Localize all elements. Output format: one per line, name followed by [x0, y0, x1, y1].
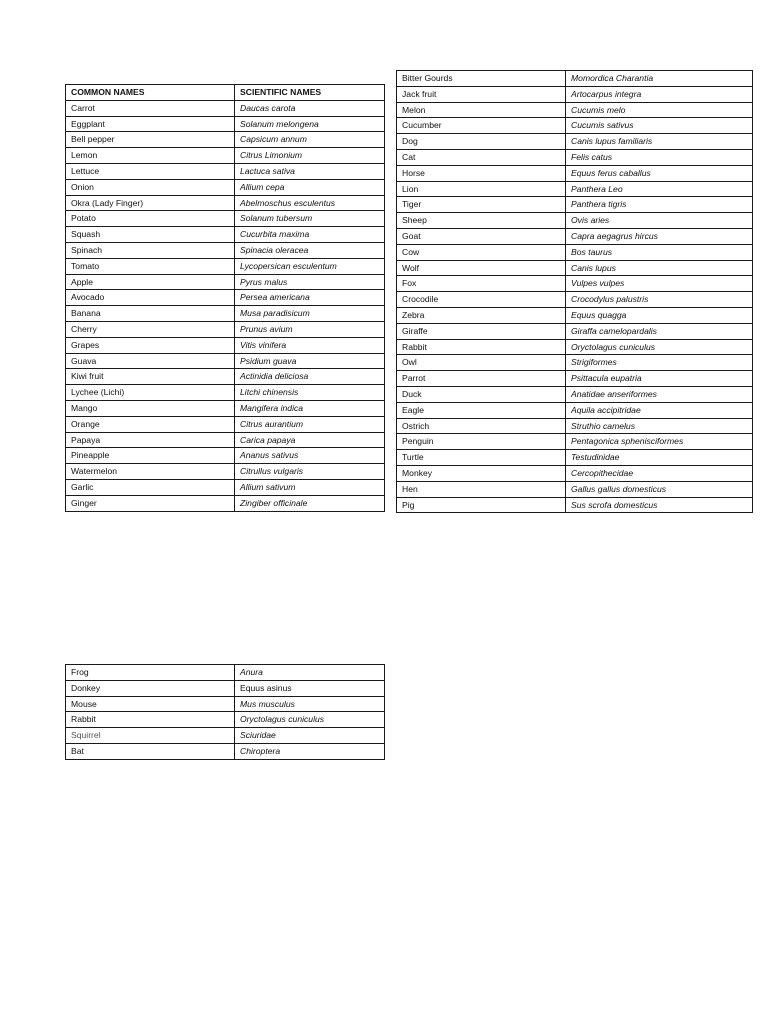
common-name-cell: Melon	[397, 102, 566, 118]
common-name-cell: Goat	[397, 228, 566, 244]
scientific-name-cell: Actinidia deliciosa	[235, 369, 385, 385]
common-name-cell: Tiger	[397, 197, 566, 213]
table-row	[66, 712, 385, 728]
common-name-cell: Eggplant	[66, 116, 235, 132]
table-row	[397, 481, 753, 497]
common-name-cell: Sheep	[397, 213, 566, 229]
table-row	[397, 355, 753, 371]
common-name-cell: Apple	[66, 274, 235, 290]
common-name-cell: Turtle	[397, 450, 566, 466]
table-row	[66, 100, 385, 116]
common-name-cell: Lychee (Lichi)	[66, 385, 235, 401]
scientific-name-cell: Lactuca sativa	[235, 163, 385, 179]
table-row	[66, 464, 385, 480]
common-name-cell: Donkey	[66, 680, 235, 696]
common-name-cell: Ginger	[66, 495, 235, 511]
table-row	[397, 450, 753, 466]
table-row	[397, 418, 753, 434]
scientific-name-cell: Capra aegagrus hircus	[566, 228, 753, 244]
animals-table-bottom	[65, 664, 385, 760]
scientific-name-cell: Lycopersican esculentum	[235, 258, 385, 274]
scientific-name-cell: Sus scrofa domesticus	[566, 497, 753, 513]
scientific-name-cell: Crocodylus palustris	[566, 292, 753, 308]
table-row	[66, 680, 385, 696]
table-row	[397, 386, 753, 402]
scientific-name-cell: Allium cepa	[235, 179, 385, 195]
table-row	[397, 71, 753, 87]
scientific-name-cell: Oryctolagus cuniculus	[235, 712, 385, 728]
common-name-cell: Guava	[66, 353, 235, 369]
scientific-name-cell: Pyrus malus	[235, 274, 385, 290]
common-name-cell: Rabbit	[397, 339, 566, 355]
common-name-cell: Wolf	[397, 260, 566, 276]
common-name-cell: Orange	[66, 416, 235, 432]
scientific-name-cell: Solanum tubersum	[235, 211, 385, 227]
common-name-cell: Cow	[397, 244, 566, 260]
table-row	[397, 244, 753, 260]
common-name-cell: Squash	[66, 227, 235, 243]
common-name-cell: Avocado	[66, 290, 235, 306]
common-name-cell: Garlic	[66, 479, 235, 495]
scientific-name-cell: Psidium guava	[235, 353, 385, 369]
scientific-name-cell: Bos taurus	[566, 244, 753, 260]
common-name-cell: Mouse	[66, 696, 235, 712]
table-row	[397, 86, 753, 102]
header-common-names: COMMON NAMES	[66, 85, 235, 101]
table-row	[397, 260, 753, 276]
scientific-name-cell: Capsicum annum	[235, 132, 385, 148]
table-row	[397, 276, 753, 292]
common-name-cell: Lemon	[66, 148, 235, 164]
common-name-cell: Fox	[397, 276, 566, 292]
table-row	[66, 385, 385, 401]
table-row	[66, 242, 385, 258]
scientific-name-cell: Canis lupus familiaris	[566, 134, 753, 150]
table-header-row	[66, 85, 385, 101]
table-row	[66, 211, 385, 227]
scientific-name-cell: Panthera Leo	[566, 181, 753, 197]
common-name-cell: Mango	[66, 400, 235, 416]
scientific-name-cell: Citrullus vulgaris	[235, 464, 385, 480]
common-name-cell: Bitter Gourds	[397, 71, 566, 87]
scientific-name-cell: Giraffa camelopardalis	[566, 323, 753, 339]
scientific-name-cell: Testudinidae	[566, 450, 753, 466]
common-name-cell: Squirrel	[66, 728, 235, 744]
table-row	[66, 148, 385, 164]
common-name-cell: Potato	[66, 211, 235, 227]
scientific-name-cell: Struthio camelus	[566, 418, 753, 434]
common-name-cell: Bat	[66, 743, 235, 759]
table-row	[66, 179, 385, 195]
table-row	[66, 337, 385, 353]
scientific-name-cell: Anura	[235, 665, 385, 681]
common-name-cell: Bell pepper	[66, 132, 235, 148]
table-row	[66, 495, 385, 511]
scientific-name-cell: Momordica Charantia	[566, 71, 753, 87]
common-name-cell: Pineapple	[66, 448, 235, 464]
common-name-cell: Monkey	[397, 465, 566, 481]
table-row	[66, 274, 385, 290]
scientific-name-cell: Pentagonica sphenisciformes	[566, 434, 753, 450]
scientific-name-cell: Equus quagga	[566, 307, 753, 323]
scientific-name-cell: Musa paradisicum	[235, 306, 385, 322]
common-name-cell: Banana	[66, 306, 235, 322]
common-name-cell: Owl	[397, 355, 566, 371]
scientific-name-cell: Vulpes vulpes	[566, 276, 753, 292]
scientific-name-cell: Equus ferus caballus	[566, 165, 753, 181]
scientific-name-cell: Equus asinus	[235, 680, 385, 696]
common-name-cell: Tomato	[66, 258, 235, 274]
common-name-cell: Watermelon	[66, 464, 235, 480]
scientific-name-cell: Citrus Limonium	[235, 148, 385, 164]
table-row	[66, 665, 385, 681]
scientific-name-cell: Zingiber officinale	[235, 495, 385, 511]
scientific-name-cell: Carica papaya	[235, 432, 385, 448]
common-name-cell: Penguin	[397, 434, 566, 450]
table-row	[397, 197, 753, 213]
table-row	[66, 400, 385, 416]
table-row	[397, 497, 753, 513]
common-name-cell: Parrot	[397, 371, 566, 387]
scientific-name-cell: Mus musculus	[235, 696, 385, 712]
table-row	[66, 258, 385, 274]
table-row	[397, 181, 753, 197]
common-name-cell: Grapes	[66, 337, 235, 353]
scientific-name-cell: Canis lupus	[566, 260, 753, 276]
scientific-name-cell: Citrus aurantium	[235, 416, 385, 432]
scientific-name-cell: Vitis vinifera	[235, 337, 385, 353]
table-row	[397, 323, 753, 339]
common-name-cell: Cat	[397, 149, 566, 165]
common-name-cell: Lion	[397, 181, 566, 197]
table-row	[397, 228, 753, 244]
common-name-cell: Giraffe	[397, 323, 566, 339]
common-name-cell: Kiwi fruit	[66, 369, 235, 385]
table-row	[66, 696, 385, 712]
scientific-name-cell: Mangifera indica	[235, 400, 385, 416]
scientific-name-cell: Solanum melongena	[235, 116, 385, 132]
table-row	[397, 402, 753, 418]
common-name-cell: Lettuce	[66, 163, 235, 179]
table-row	[397, 465, 753, 481]
table-row	[66, 290, 385, 306]
scientific-name-cell: Persea americana	[235, 290, 385, 306]
vegetables-fruits-table	[65, 84, 385, 512]
scientific-name-cell: Allium sativum	[235, 479, 385, 495]
table-row	[66, 132, 385, 148]
common-name-cell: Dog	[397, 134, 566, 150]
table-row	[397, 292, 753, 308]
table-row	[66, 353, 385, 369]
table-row	[66, 432, 385, 448]
common-name-cell: Crocodile	[397, 292, 566, 308]
table-row	[66, 448, 385, 464]
scientific-name-cell: Aquila accipitridae	[566, 402, 753, 418]
scientific-name-cell: Felis catus	[566, 149, 753, 165]
table-row	[66, 116, 385, 132]
table-row	[66, 195, 385, 211]
table-row	[397, 134, 753, 150]
scientific-name-cell: Panthera tigris	[566, 197, 753, 213]
common-name-cell: Spinach	[66, 242, 235, 258]
scientific-name-cell: Cucurbita maxima	[235, 227, 385, 243]
scientific-name-cell: Oryctolagus cuniculus	[566, 339, 753, 355]
common-name-cell: Cherry	[66, 321, 235, 337]
scientific-name-cell: Litchi chinensis	[235, 385, 385, 401]
table-row	[397, 149, 753, 165]
table-row	[66, 479, 385, 495]
scientific-name-cell: Anatidae anseriformes	[566, 386, 753, 402]
common-name-cell: Jack fruit	[397, 86, 566, 102]
header-scientific-names: SCIENTIFIC NAMES	[235, 85, 385, 101]
table-row	[397, 434, 753, 450]
scientific-name-cell: Cercopithecidae	[566, 465, 753, 481]
common-name-cell: Papaya	[66, 432, 235, 448]
scientific-name-cell: Abelmoschus esculentus	[235, 195, 385, 211]
scientific-name-cell: Cucumis melo	[566, 102, 753, 118]
scientific-name-cell: Ovis aries	[566, 213, 753, 229]
table-row	[397, 339, 753, 355]
table-row	[66, 227, 385, 243]
scientific-name-cell: Strigiformes	[566, 355, 753, 371]
table-row	[66, 306, 385, 322]
common-name-cell: Eagle	[397, 402, 566, 418]
common-name-cell: Hen	[397, 481, 566, 497]
common-name-cell: Rabbit	[66, 712, 235, 728]
common-name-cell: Carrot	[66, 100, 235, 116]
scientific-name-cell: Prunus avium	[235, 321, 385, 337]
table-row	[397, 371, 753, 387]
common-name-cell: Zebra	[397, 307, 566, 323]
table-row	[66, 321, 385, 337]
scientific-name-cell: Spinacia oleracea	[235, 242, 385, 258]
common-name-cell: Okra (Lady Finger)	[66, 195, 235, 211]
fruits-animals-table	[396, 70, 753, 513]
table-row	[397, 118, 753, 134]
table-row	[66, 743, 385, 759]
table-row	[66, 416, 385, 432]
common-name-cell: Onion	[66, 179, 235, 195]
table-row	[66, 369, 385, 385]
common-name-cell: Pig	[397, 497, 566, 513]
table-row	[397, 165, 753, 181]
scientific-name-cell: Ananus sativus	[235, 448, 385, 464]
common-name-cell: Frog	[66, 665, 235, 681]
table-row	[397, 102, 753, 118]
scientific-name-cell: Sciuridae	[235, 728, 385, 744]
scientific-name-cell: Chiroptera	[235, 743, 385, 759]
scientific-name-cell: Artocarpus integra	[566, 86, 753, 102]
common-name-cell: Ostrich	[397, 418, 566, 434]
scientific-name-cell: Cucumis sativus	[566, 118, 753, 134]
scientific-name-cell: Psittacula eupatria	[566, 371, 753, 387]
common-name-cell: Cucumber	[397, 118, 566, 134]
table-row	[397, 307, 753, 323]
common-name-cell: Duck	[397, 386, 566, 402]
scientific-name-cell: Daucas carota	[235, 100, 385, 116]
table-row	[397, 213, 753, 229]
table-row	[66, 728, 385, 744]
scientific-name-cell: Gallus gallus domesticus	[566, 481, 753, 497]
table-row	[66, 163, 385, 179]
common-name-cell: Horse	[397, 165, 566, 181]
